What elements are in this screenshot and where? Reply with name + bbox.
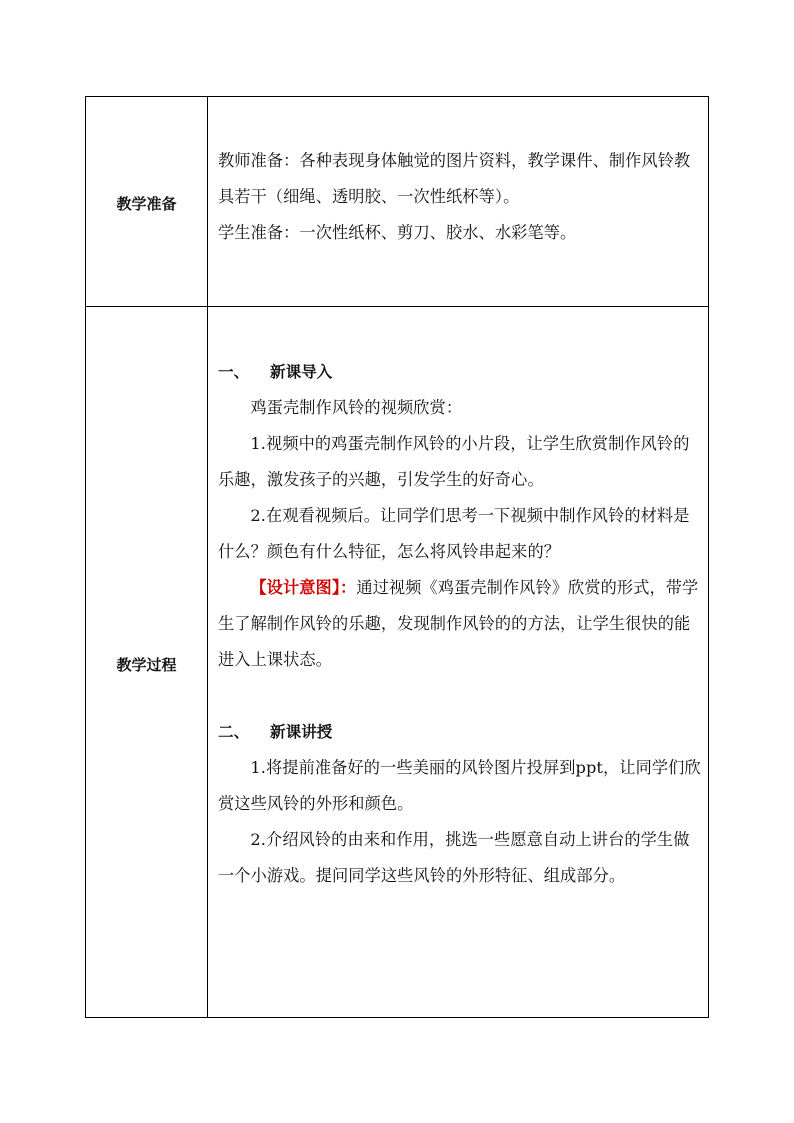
section2-paragraph-1: 1.将提前准备好的一些美丽的风铃图片投屏到ppt，让同学们欣赏这些风铃的外形和颜色。 xyxy=(218,758,701,813)
prep-label: 教学准备 xyxy=(116,195,177,213)
section2-paragraph-2: 2.介绍风铃的由来和作用，挑选一些愿意自动上讲台的学生做一个小游戏。提问同学这些风铃的外形特征、组成部分。 xyxy=(218,830,690,885)
design-intent-label: 【设计意图】： xyxy=(250,578,357,597)
row-divider xyxy=(86,306,708,307)
section1-number: 一、 xyxy=(218,363,250,381)
section2-heading xyxy=(218,714,704,750)
section2-number: 二、 xyxy=(218,723,250,741)
section1-title: 新课导入 xyxy=(270,363,333,381)
prep-content xyxy=(218,143,704,251)
section1-intro: 鸡蛋壳制作风铃的视频欣赏： xyxy=(250,398,463,417)
column-divider xyxy=(207,97,208,1017)
section1-heading xyxy=(218,354,704,390)
student-prep: 学生准备：一次性纸杯、剪刀、胶水、水彩笔等。 xyxy=(218,223,577,242)
section2-title: 新课讲授 xyxy=(270,723,333,741)
section1-paragraph-2: 2.在观看视频后。让同学们思考一下视频中制作风铃的材料是什么？颜色有什么特征，怎么将风铃串起来的？ xyxy=(218,506,690,561)
teacher-prep: 教师准备：各种表现身体触觉的图片资料，教学课件、制作风铃教具若干（细绳、透明胶、一次性纸杯等）。 xyxy=(218,151,691,206)
section1-paragraph-1: 1.视频中的鸡蛋壳制作风铃的小片段，让学生欣赏制作风铃的乐趣，激发孩子的兴趣，引发学生的好奇心。 xyxy=(218,434,690,489)
process-content xyxy=(218,354,704,894)
design-intent xyxy=(218,570,704,678)
lesson-plan-table xyxy=(85,96,709,1018)
design-intent-text: 通过视频《鸡蛋壳制作风铃》欣赏的形式，带学生了解制作风铃的乐趣，发现制作风铃的的方法，让学生很快的能进入上课状态。 xyxy=(218,578,699,669)
process-label: 教学过程 xyxy=(116,656,177,674)
